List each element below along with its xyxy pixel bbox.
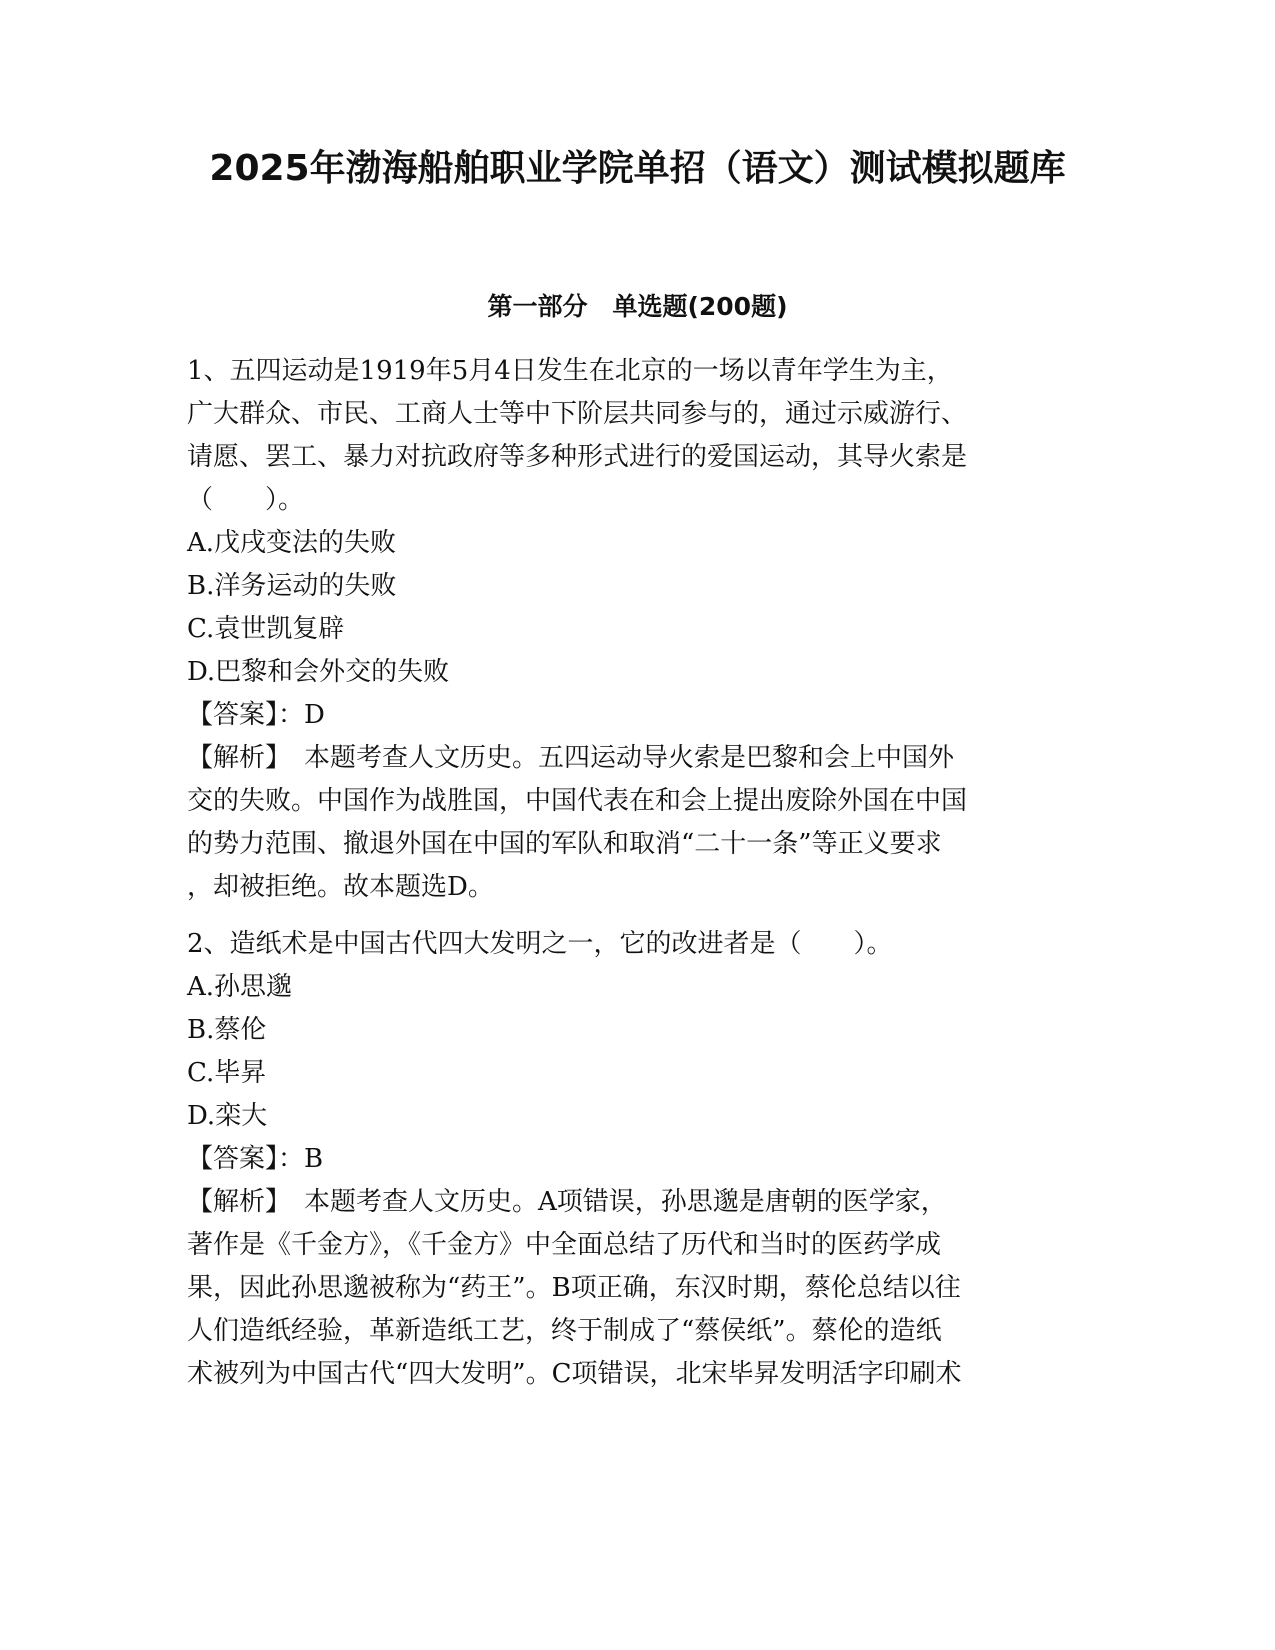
option-d: D.栾大 bbox=[187, 1101, 268, 1131]
analysis-text-line: 术被列为中国古代“四大发明”。C项错误，北宋毕昇发明活字印刷术 bbox=[187, 1359, 962, 1389]
option-b: B.洋务运动的失败 bbox=[187, 571, 397, 601]
analysis-text-line: 的势力范围、撤退外国在中国的军队和取消“二十一条”等正义要求 bbox=[187, 829, 942, 859]
option-b: B.蔡伦 bbox=[187, 1015, 267, 1045]
option-d: D.巴黎和会外交的失败 bbox=[187, 657, 450, 687]
option-a: A.孙思邈 bbox=[187, 972, 293, 1002]
analysis-label: 【解析】 bbox=[187, 743, 279, 773]
question-stem-line: 2、造纸术是中国古代四大发明之一，它的改进者是（ ）。 bbox=[187, 929, 893, 959]
analysis-text: 本题考查人文历史。A项错误，孙思邈是唐朝的医学家， bbox=[278, 1187, 947, 1217]
document-title: 2025年渤海船舶职业学院单招（语文）测试模拟题库 bbox=[209, 148, 1066, 189]
question-stem-line: （ ）。 bbox=[187, 485, 305, 515]
analysis-line bbox=[187, 737, 1087, 780]
answer-value: B bbox=[304, 1144, 324, 1174]
question-stem-line: 广大群众、市民、工商人士等中下阶层共同参与的，通过示威游行、 bbox=[187, 399, 968, 429]
analysis-text-line: 果，因此孙思邈被称为“药王”。B项正确，东汉时期，蔡伦总结以往 bbox=[187, 1273, 961, 1303]
answer-label: 【答案】： bbox=[187, 700, 305, 730]
answer-value: D bbox=[304, 700, 325, 730]
question-2 bbox=[187, 923, 1087, 1396]
option-c: C.袁世凯复辟 bbox=[187, 614, 345, 644]
question-stem-line: 1、五四运动是1919年5月4日发生在北京的一场以青年学生为主， bbox=[187, 356, 953, 386]
analysis-text-line: 著作是《千金方》，《千金方》中全面总结了历代和当时的医药学成 bbox=[187, 1230, 942, 1260]
option-c: C.毕昇 bbox=[187, 1058, 267, 1088]
analysis-label: 【解析】 bbox=[187, 1187, 279, 1217]
analysis-text: 本题考查人文历史。五四运动导火索是巴黎和会上中国外 bbox=[278, 743, 955, 773]
analysis-text-line: ，却被拒绝。故本题选D。 bbox=[187, 872, 494, 902]
analysis-line bbox=[187, 1181, 1087, 1224]
answer-line bbox=[187, 694, 1087, 737]
analysis-text-line: 交的失败。中国作为战胜国，中国代表在和会上提出废除外国在中国 bbox=[187, 786, 968, 816]
question-stem-line: 请愿、罢工、暴力对抗政府等多种形式进行的爱国运动，其导火索是 bbox=[187, 442, 968, 472]
question-separator bbox=[187, 909, 1087, 923]
answer-line bbox=[187, 1138, 1087, 1181]
analysis-text-line: 人们造纸经验，革新造纸工艺，终于制成了“蔡侯纸”。蔡伦的造纸 bbox=[187, 1316, 942, 1346]
question-1 bbox=[187, 350, 1087, 909]
question-list bbox=[187, 350, 1087, 1396]
option-a: A.戊戌变法的失败 bbox=[187, 528, 397, 558]
answer-label: 【答案】： bbox=[187, 1144, 305, 1174]
section-title: 第一部分 单选题(200题) bbox=[487, 292, 788, 321]
